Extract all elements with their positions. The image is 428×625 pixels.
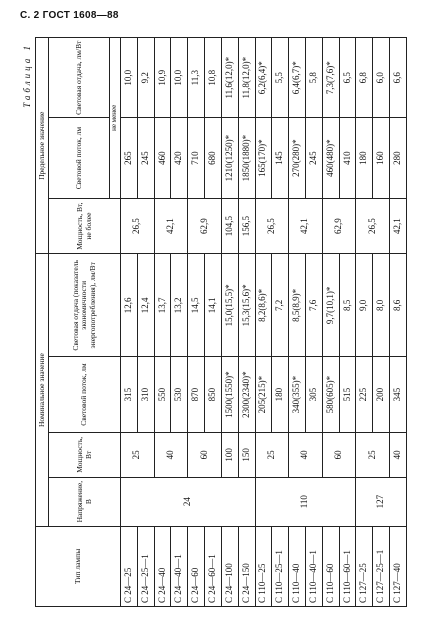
cell-limit-flux: 710	[188, 118, 205, 198]
cell-efficacy: 7,2	[272, 254, 289, 357]
cell-lamp-type: С 127—25	[356, 526, 373, 606]
cell-power: 150	[238, 433, 255, 478]
cell-power: 60	[322, 433, 356, 478]
header-voltage: Напряжение, В	[49, 477, 121, 526]
cell-lamp-type: С 110—25—1	[272, 526, 289, 606]
cell-lamp-type: С 24—60	[188, 526, 205, 606]
cell-power-max: 156,5	[238, 198, 255, 254]
cell-limit-efficacy: 10,0	[121, 38, 138, 118]
cell-limit-efficacy: 11,6(12,0)*	[221, 38, 238, 118]
cell-efficacy: 8,5	[339, 254, 356, 357]
cell-power-max: 62,9	[322, 198, 356, 254]
cell-luminous-flux: 180	[272, 357, 289, 433]
cell-luminous-flux: 870	[188, 357, 205, 433]
cell-limit-efficacy: 6,6	[390, 38, 407, 118]
header-limit-efficacy: Световая отдача, лм/Вт	[49, 38, 110, 118]
cell-limit-flux: 1210(1250)*	[221, 118, 238, 198]
cell-limit-efficacy: 6,0	[373, 38, 390, 118]
cell-limit-flux: 1850(1880)*	[238, 118, 255, 198]
cell-limit-efficacy: 10,8	[205, 38, 222, 118]
cell-efficacy: 8,5(8,9)*	[289, 254, 306, 357]
cell-luminous-flux: 305	[305, 357, 322, 433]
cell-limit-flux: 160	[373, 118, 390, 198]
cell-lamp-type: С 24—40	[154, 526, 171, 606]
cell-limit-flux: 265	[121, 118, 138, 198]
cell-lamp-type: С 24—25—1	[137, 526, 154, 606]
cell-efficacy: 13,2	[171, 254, 188, 357]
cell-power-max: 26,5	[356, 198, 390, 254]
cell-limit-flux: 245	[137, 118, 154, 198]
cell-power-max: 42,1	[289, 198, 323, 254]
cell-power-max: 62,9	[188, 198, 222, 254]
cell-voltage: 24	[121, 477, 256, 526]
cell-luminous-flux: 2300(2340)*	[238, 357, 255, 433]
cell-lamp-type: С 110—25	[255, 526, 272, 606]
table-row	[255, 38, 272, 607]
cell-efficacy: 15,3(15,6)*	[238, 254, 255, 357]
cell-efficacy: 9,7(10,1)*	[322, 254, 339, 357]
cell-lamp-type: С 127—40	[390, 526, 407, 606]
cell-luminous-flux: 550	[154, 357, 171, 433]
cell-limit-efficacy: 10,0	[171, 38, 188, 118]
header-efficacy: Световая отдача (показатель экономичности энергопотребления), лм/Вт	[49, 254, 121, 357]
header-limit-group: Предельное значение	[36, 38, 49, 255]
cell-luminous-flux: 530	[171, 357, 188, 433]
header-luminous-flux: Световой поток, лм	[49, 357, 121, 433]
cell-luminous-flux: 345	[390, 357, 407, 433]
table-body	[121, 38, 407, 607]
cell-lamp-type: С 110—60—1	[339, 526, 356, 606]
cell-power-max: 42,1	[390, 198, 407, 254]
cell-power: 40	[390, 433, 407, 478]
cell-limit-flux: 180	[356, 118, 373, 198]
cell-limit-flux: 460	[154, 118, 171, 198]
cell-efficacy: 8,2(8,6)*	[255, 254, 272, 357]
cell-efficacy: 9,0	[356, 254, 373, 357]
cell-limit-efficacy: 6,4(6,7)*	[289, 38, 306, 118]
cell-efficacy: 8,6	[390, 254, 407, 357]
cell-efficacy: 14,5	[188, 254, 205, 357]
rotated-table-block	[20, 37, 410, 607]
cell-power-max: 42,1	[154, 198, 188, 254]
cell-limit-efficacy: 6,2(6,4)*	[255, 38, 272, 118]
cell-limit-efficacy: 5,8	[305, 38, 322, 118]
cell-limit-efficacy: 10,9	[154, 38, 171, 118]
cell-limit-efficacy: 7,3(7,6)*	[322, 38, 339, 118]
page-header: С. 2 ГОСТ 1608—88	[20, 10, 119, 21]
header-power-max: Мощность, Вт, не более	[49, 198, 121, 254]
table-row	[121, 38, 138, 607]
header-limit-flux: Световой поток, лм	[49, 118, 110, 198]
cell-efficacy: 14,1	[205, 254, 222, 357]
header-power: Мощность, Вт	[49, 433, 121, 478]
cell-lamp-type: С 24—60—1	[205, 526, 222, 606]
cell-efficacy: 7,6	[305, 254, 322, 357]
cell-luminous-flux: 515	[339, 357, 356, 433]
cell-power: 40	[154, 433, 188, 478]
cell-limit-flux: 420	[171, 118, 188, 198]
cell-power: 40	[289, 433, 323, 478]
header-lamp-type: Тип лампы	[36, 526, 121, 606]
cell-power: 60	[188, 433, 222, 478]
cell-limit-efficacy: 11,3	[188, 38, 205, 118]
cell-power-max: 26,5	[121, 198, 155, 254]
header-not-less: не менее	[110, 38, 121, 199]
cell-luminous-flux: 315	[121, 357, 138, 433]
cell-limit-flux: 145	[272, 118, 289, 198]
cell-lamp-type: С 110—40—1	[305, 526, 322, 606]
cell-limit-flux: 410	[339, 118, 356, 198]
cell-power-max: 26,5	[255, 198, 289, 254]
cell-lamp-type: С 24—25	[121, 526, 138, 606]
cell-lamp-type: С 24—40—1	[171, 526, 188, 606]
cell-power: 100	[221, 433, 238, 478]
header-nominal-group: Номинальное значение	[36, 254, 49, 526]
cell-efficacy: 8,0	[373, 254, 390, 357]
cell-efficacy: 15,0(15,5)*	[221, 254, 238, 357]
cell-luminous-flux: 310	[137, 357, 154, 433]
cell-limit-efficacy: 11,8(12,0)*	[238, 38, 255, 118]
cell-luminous-flux: 1500(1550)*	[221, 357, 238, 433]
cell-power: 25	[356, 433, 390, 478]
cell-luminous-flux: 580(605)*	[322, 357, 339, 433]
cell-efficacy: 12,6	[121, 254, 138, 357]
cell-power: 25	[121, 433, 155, 478]
cell-efficacy: 12,4	[137, 254, 154, 357]
cell-power: 25	[255, 433, 289, 478]
cell-lamp-type: С 24—150	[238, 526, 255, 606]
cell-luminous-flux: 225	[356, 357, 373, 433]
cell-lamp-type: С 110—40	[289, 526, 306, 606]
table-row	[356, 38, 373, 607]
cell-limit-flux: 280	[390, 118, 407, 198]
cell-limit-flux: 165(170)*	[255, 118, 272, 198]
table-caption: Таблица 1	[22, 43, 32, 108]
cell-lamp-type: С 127—25—1	[373, 526, 390, 606]
cell-luminous-flux: 200	[373, 357, 390, 433]
cell-limit-flux: 270(280)*	[289, 118, 306, 198]
cell-limit-flux: 680	[205, 118, 222, 198]
cell-power-max: 104,5	[221, 198, 238, 254]
cell-lamp-type: С 110—60	[322, 526, 339, 606]
cell-voltage: 127	[356, 477, 406, 526]
cell-limit-efficacy: 6,8	[356, 38, 373, 118]
cell-limit-efficacy: 9,2	[137, 38, 154, 118]
cell-luminous-flux: 850	[205, 357, 222, 433]
cell-luminous-flux: 340(355)*	[289, 357, 306, 433]
cell-efficacy: 13,7	[154, 254, 171, 357]
cell-limit-flux: 460(480)*	[322, 118, 339, 198]
lamp-parameters-table	[35, 37, 407, 607]
cell-voltage: 110	[255, 477, 356, 526]
cell-lamp-type: С 24—100	[221, 526, 238, 606]
cell-luminous-flux: 205(215)*	[255, 357, 272, 433]
cell-limit-flux: 245	[305, 118, 322, 198]
cell-limit-efficacy: 6,5	[339, 38, 356, 118]
cell-limit-efficacy: 5,5	[272, 38, 289, 118]
